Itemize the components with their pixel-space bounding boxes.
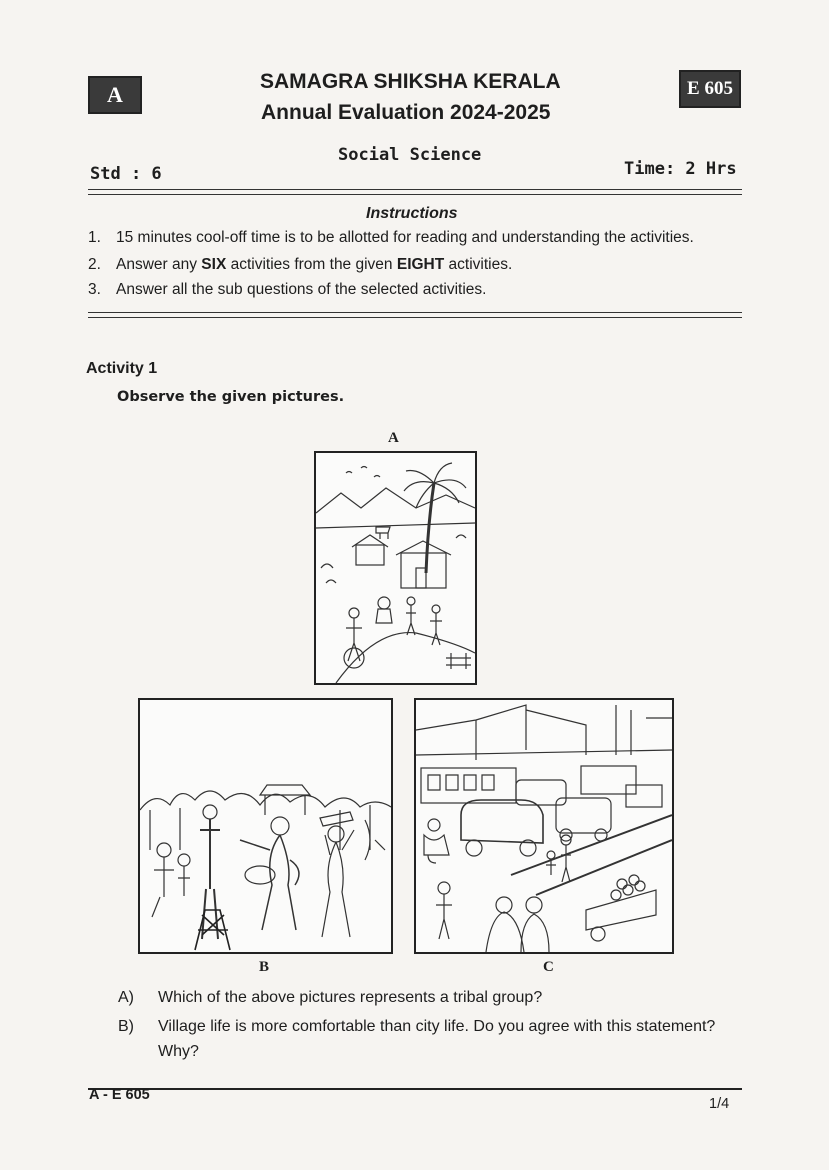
std-label: Std : 6	[90, 164, 162, 184]
question-label: A)	[118, 989, 134, 1006]
instruction-number: 1.	[88, 229, 101, 246]
instruction-bold: EIGHT	[396, 256, 445, 273]
instruction-text: activities from the given	[226, 256, 397, 273]
question-b	[118, 1018, 715, 1036]
instructions-rule-top	[88, 312, 742, 313]
activity-title: Activity 1	[86, 360, 158, 377]
instruction-item	[88, 256, 512, 274]
set-badge: A	[88, 76, 142, 114]
exam-title: Annual Evaluation 2024-2025	[261, 101, 551, 124]
instruction-text: Answer any	[116, 256, 202, 273]
instruction-text: Answer all the sub questions of the selected activities.	[116, 281, 487, 298]
instruction-bold: SIX	[201, 256, 227, 273]
header-rule-top	[88, 189, 742, 190]
picture-b-tribal	[138, 698, 393, 954]
paper-code-badge: E 605	[679, 70, 741, 108]
question-text: Which of the above pictures represents a tribal group?	[158, 989, 543, 1006]
page-number: 1/4	[709, 1096, 730, 1112]
instruction-text: activities.	[444, 256, 513, 273]
instruction-number: 3.	[88, 281, 101, 298]
time-label: Time: 2 Hrs	[624, 159, 737, 179]
city-traffic-illustration	[416, 700, 672, 952]
activity-prompt: Observe the given pictures.	[117, 389, 345, 405]
question-b-continuation: Why?	[158, 1043, 199, 1060]
picture-c-city	[414, 698, 674, 954]
village-scene-illustration	[316, 453, 475, 683]
question-text: Village life is more comfortable than city life. Do you agree with this statement?	[158, 1018, 716, 1035]
org-title: SAMAGRA SHIKSHA KERALA	[260, 70, 561, 93]
header-rule-bottom	[88, 194, 742, 195]
subject-title: Social Science	[338, 145, 482, 165]
question-label: B)	[118, 1018, 134, 1035]
tribal-group-illustration	[140, 700, 391, 952]
instruction-item	[88, 281, 486, 299]
picture-a-village	[314, 451, 477, 685]
footer-rule	[88, 1088, 742, 1090]
instruction-number: 2.	[88, 256, 101, 273]
picture-b-label: B	[259, 959, 270, 975]
picture-a-label: A	[388, 430, 399, 446]
footer-code: A - E 605	[89, 1087, 150, 1103]
instructions-rule-bottom	[88, 317, 742, 318]
instructions-title: Instructions	[366, 205, 458, 222]
picture-c-label: C	[543, 959, 554, 975]
question-a	[118, 989, 542, 1007]
instruction-item	[88, 229, 694, 247]
instruction-text: 15 minutes cool-off time is to be allotted for reading and understanding the activities.	[116, 229, 694, 246]
